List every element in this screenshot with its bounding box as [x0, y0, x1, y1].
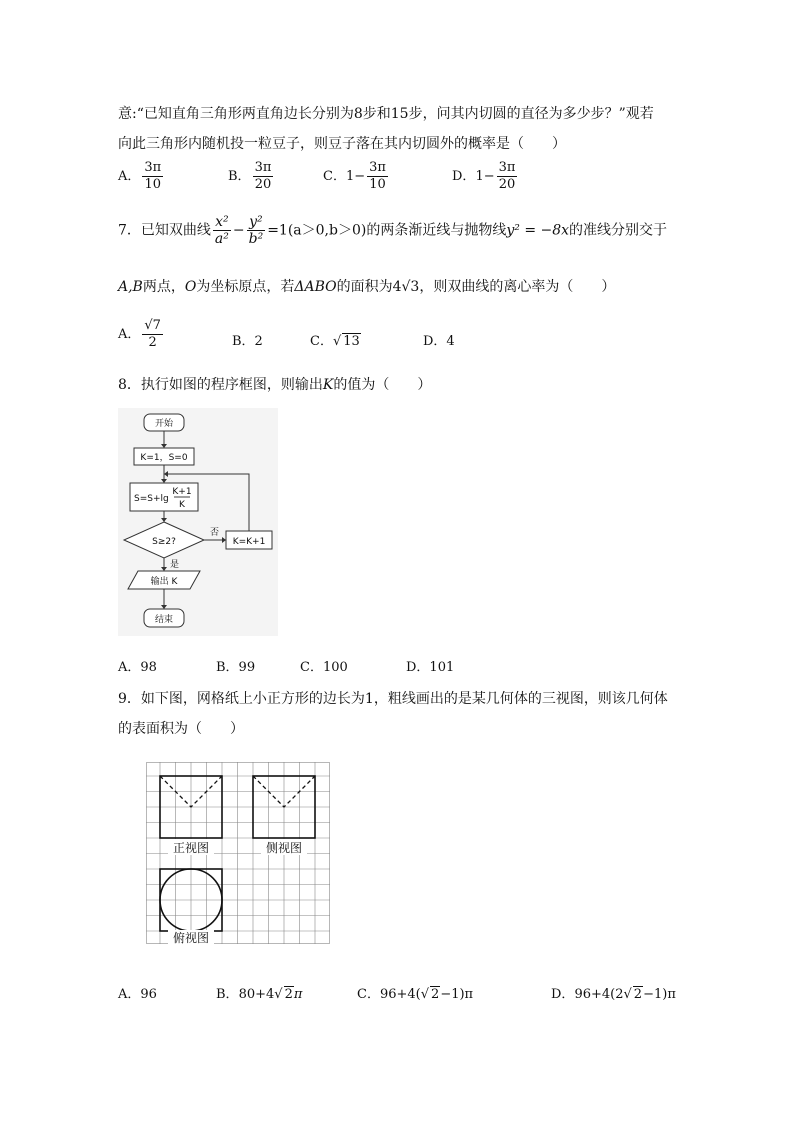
q9-option-d: D．96+4(2√ 2−1)π: [551, 987, 676, 1002]
q8-flowchart: [118, 408, 278, 636]
q6-option-d: D．1− $\frac{3\pi}{20}$: [452, 160, 516, 192]
q6-option-b: B． $\frac{3\pi}{20}$: [228, 160, 272, 192]
flow-output-label: 输出 K: [150, 577, 178, 587]
flow-start-label: 开始: [154, 419, 174, 429]
q7-option-c: C．√ 13: [310, 334, 360, 349]
q7-option-b: B．2: [232, 334, 263, 349]
flow-no-label: 否: [210, 528, 220, 538]
flow-yes-label: 是: [170, 560, 180, 570]
flow-assign-den: K: [179, 500, 185, 510]
front-view-label: 正视图: [172, 841, 210, 855]
flow-end-label: 结束: [154, 615, 174, 625]
top-view-label: 俯视图: [172, 931, 210, 944]
q7-line1: 7．已知双曲线 $\frac{\text{x²}}{\text{a²}}$ − $\frac{\text{y²}}{\text{b²}}$ =1(a＞0,b＞0)的两条渐近线与抛物线y² = −8x的准线分别交于: [118, 214, 668, 247]
q9-option-b: B．80+4√ 2π: [216, 987, 303, 1002]
q9-line1: 9．如下图，网格纸上小正方形的边长为1，粗线画出的是某几何体的三视图，则该几何体: [118, 691, 668, 707]
flow-assign-label: S=S+lg: [134, 494, 169, 504]
q9-option-c: C．96+4(√ 2−1)π: [357, 987, 474, 1002]
q8-option-b: B．99: [216, 660, 256, 675]
q8-option-a: A．98: [118, 660, 157, 675]
q6-option-c: C．1− $\frac{3\pi}{10}$: [323, 160, 386, 192]
side-view-label: 侧视图: [265, 841, 303, 855]
flow-condition-label: S≥2?: [152, 537, 176, 547]
q7-option-a: A． $\frac{√7}{2}$: [118, 318, 161, 350]
q9-three-views: [146, 762, 330, 944]
q8-option-c: C．100: [300, 660, 348, 675]
q8-option-d: D．101: [406, 660, 455, 675]
q6-line1: 意:“已知直角三角形两直角边长分别为8步和15步，问其内切圆的直径为多少步？”观若: [118, 106, 654, 122]
q9-option-a: A．96: [118, 987, 157, 1002]
flow-init-label: K=1，S=0: [140, 453, 188, 463]
q7-line2: A,B两点，O为坐标原点，若ΔABO的面积为4√3，则双曲线的离心率为（ ）: [118, 279, 616, 295]
q6-line2: 向此三角形内随机投一粒豆子，则豆子落在其内切圆外的概率是（ ）: [118, 136, 566, 152]
q6-option-a: A． $\frac{3\pi}{10}$: [118, 160, 162, 192]
q9-line2: 的表面积为（ ）: [118, 721, 244, 737]
q8-text: 8．执行如图的程序框图，则输出K的值为（ ）: [118, 377, 432, 393]
flow-increment-label: K=K+1: [232, 537, 266, 547]
flow-assign-num: K+1: [172, 487, 192, 497]
q7-option-d: D．4: [423, 334, 455, 349]
